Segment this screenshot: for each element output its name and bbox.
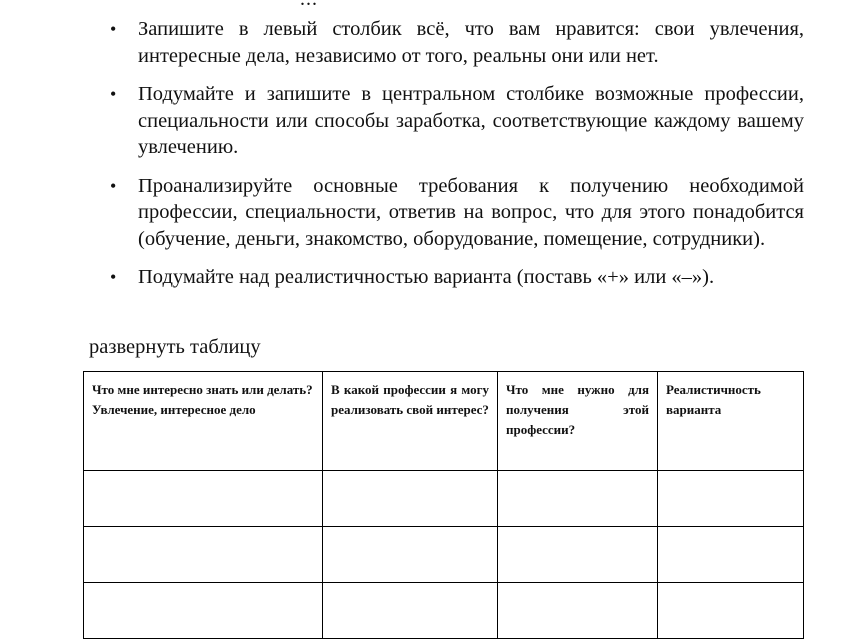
instruction-item: [110, 16, 804, 69]
table-cell: [323, 471, 498, 527]
table-row: [84, 471, 804, 527]
header-requirements-text: Что мне нужно для получения этой профессии?: [506, 382, 649, 437]
bullet-icon: •: [110, 267, 117, 287]
table-cell: [498, 583, 658, 639]
table-cell: [658, 583, 804, 639]
table-row: [84, 583, 804, 639]
header-realism-text: Реалистичность варианта: [666, 382, 761, 417]
header-requirements: [498, 372, 658, 471]
instruction-text: Проанализируйте основные требования к получению необходимой профессии, специальности, ответив на вопрос, что для этого понадобится (обучение, деньги, знакомство, оборудование, помещение, сотрудники).: [138, 174, 804, 250]
header-interests: [84, 372, 323, 471]
career-plan-table: [83, 371, 804, 639]
table-cell: [658, 527, 804, 583]
instruction-text: Подумайте и запишите в центральном столбике возможные профессии, специальности или способы заработка, соответствующие каждому вашему увлечению.: [138, 83, 804, 158]
table-cell: [658, 471, 804, 527]
table-cell: [323, 527, 498, 583]
top-cut-text: [300, 0, 318, 11]
bullet-icon: •: [110, 84, 117, 104]
instruction-item: [110, 264, 804, 291]
table-cell: [498, 471, 658, 527]
table-cell: [498, 527, 658, 583]
header-profession-text: В какой профессии я могу реализовать свой интерес?: [331, 382, 489, 417]
bullet-icon: •: [110, 19, 117, 39]
header-interests-subtitle: Увлечение, интересное дело: [92, 402, 256, 417]
table-cell: [323, 583, 498, 639]
header-interests-question: Что мне интересно знать или делать?: [92, 382, 313, 397]
instruction-text: Подумайте над реалистичностью варианта (поставь «+» или «–»).: [138, 266, 715, 288]
table-cell: [84, 527, 323, 583]
instruction-item: [110, 173, 804, 253]
instruction-item: [110, 81, 804, 161]
header-profession: [323, 372, 498, 471]
expand-table-link[interactable]: развернуть таблицу: [89, 336, 261, 358]
instruction-text: Запишите в левый столбик всё, что вам нравится: свои увлечения, интересные дела, независимо от того, реальны они или нет.: [138, 18, 804, 67]
table-row: [84, 527, 804, 583]
table-cell: [84, 583, 323, 639]
bullet-icon: •: [110, 175, 117, 196]
instruction-list: [110, 16, 804, 303]
table-header-row: [84, 372, 804, 471]
table-cell: [84, 471, 323, 527]
header-realism: [658, 372, 804, 471]
